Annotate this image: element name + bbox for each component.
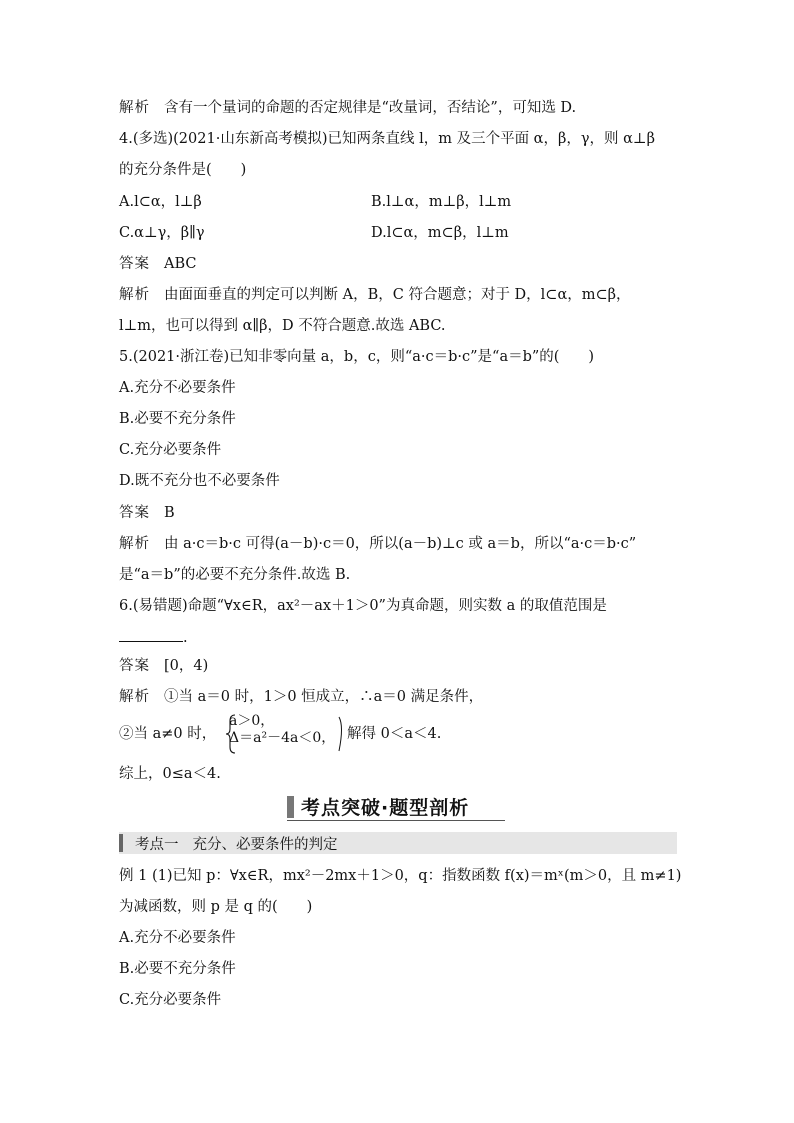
inequality-system [229,713,335,747]
answer-keyword: 答案 [119,256,150,272]
option-a: A.l⊂α，l⊥β [119,194,202,210]
option-b: B.l⊥α，m⊥β，l⊥m [371,194,512,210]
conclusion-line: 综上，0≤a＜4. [119,766,221,782]
option-a: A.充分不必要条件 [119,380,236,396]
option-c: C.α⊥γ，β∥γ [119,225,205,241]
system-line-2: Δ＝a²－4a＜0， [229,730,336,746]
fill-blank-period: . [183,630,188,646]
solution-text-cont: l⊥m，也可以得到 α∥β，D 不符合题意.故选 ABC. [119,318,446,334]
section-banner [287,793,505,821]
topic-header [119,832,677,854]
solution-text: 含有一个量词的命题的否定规律是“改量词，否结论”，可知选 D. [164,100,577,116]
right-brace-icon [338,716,346,752]
answer-keyword: 答案 [119,505,150,521]
solution-line [119,285,631,305]
system-line-1: a＞0， [229,713,275,729]
solution-text: 由面面垂直的判定可以判断 A，B，C 符合题意；对于 D，l⊂α，m⊂β， [164,287,631,303]
solution-keyword: 解析 [119,689,150,705]
section-title: 考点突破·题型剖析 [301,797,470,819]
example-1-stem-cont: 为减函数，则 p 是 q 的( ) [119,899,313,915]
solution-text-cont: 是“a＝b”的必要不充分条件.故选 B. [119,567,351,583]
solution-text: 由 a·c＝b·c 可得(a－b)·c＝0，所以(a－b)⊥c 或 a＝b，所以“a·c＝b·c” [164,536,637,552]
question-4-stem: 4.(多选)(2021·山东新高考模拟)已知两条直线 l，m 及三个平面 α，β，γ，则 α⊥β [119,131,655,147]
example-1-stem: 例 1 (1)已知 p：∀x∈R，mx²－2mx＋1＞0，q：指数函数 f(x)＝mˣ(m＞0，且 m≠1) [119,868,682,884]
answer-keyword: 答案 [119,658,150,674]
option-d: D.l⊂α，m⊂β，l⊥m [371,225,509,241]
topic-label: 考点一 [135,837,179,853]
option-c: C.充分必要条件 [119,442,222,458]
fill-blank [119,627,183,642]
solution-line [119,98,576,118]
answer-text: [0，4) [164,658,209,674]
answer-line [119,503,175,523]
option-b: B.必要不充分条件 [119,411,236,427]
solution-keyword: 解析 [119,100,150,116]
question-4-options-row1 [119,192,202,212]
solution-text: ①当 a＝0 时，1＞0 恒成立，∴a＝0 满足条件， [164,689,484,705]
question-5-stem: 5.(2021·浙江卷)已知非零向量 a，b，c，则“a·c＝b·c”是“a＝b”的( ) [119,349,595,365]
question-4-stem-cont: 的充分条件是( ) [119,162,247,178]
solution-line [119,534,636,554]
option-d: D.既不充分也不必要条件 [119,473,280,489]
question-6-stem: 6.(易错题)命题“∀x∈R，ax²－ax＋1＞0”为真命题，则实数 a 的取值范围是 [119,598,607,614]
solution-keyword: 解析 [119,287,150,303]
answer-line [119,254,197,274]
answer-line [119,656,208,676]
question-4-options-row2 [119,223,205,243]
solution-keyword: 解析 [119,536,150,552]
topic-title: 充分、必要条件的判定 [192,837,338,853]
answer-text: B [164,505,175,521]
solution-line [119,687,483,707]
solution-result: 解得 0＜a＜4. [347,726,442,742]
topic-header-text [135,833,338,854]
solution-case-2-label: ②当 a≠0 时， [119,726,217,742]
option-b: B.必要不充分条件 [119,961,236,977]
answer-text: ABC [164,256,197,272]
option-c: C.充分必要条件 [119,992,222,1008]
banner-bar [287,796,294,818]
option-a: A.充分不必要条件 [119,930,236,946]
topic-header-bar [119,834,123,852]
fill-blank-line [119,627,188,648]
